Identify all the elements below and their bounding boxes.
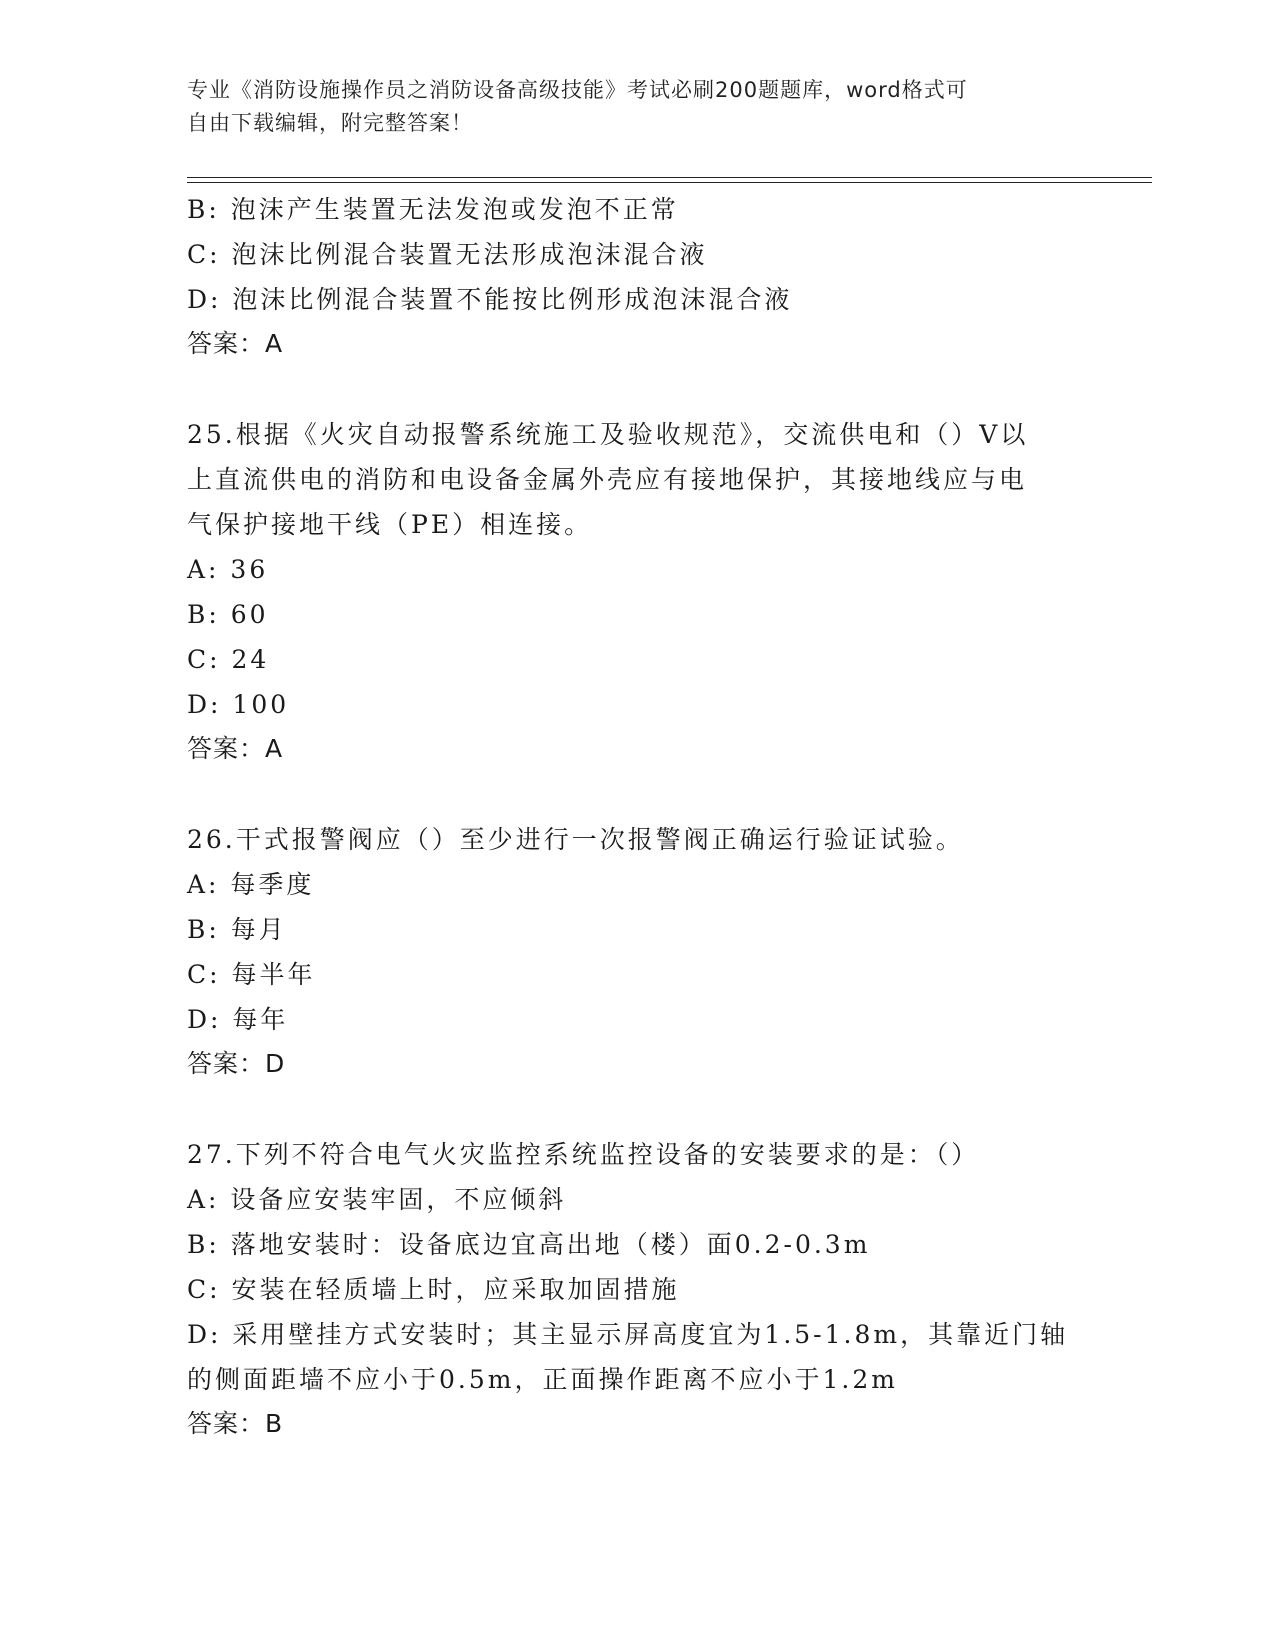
option-d-line-1: D: 采用壁挂方式安装时；其主显示屏高度宜为1.5-1.8m，其靠近门轴 bbox=[187, 1320, 1069, 1349]
header-line-1: 专业《消防设施操作员之消防设备高级技能》考试必刷200题题库，word格式可 bbox=[187, 78, 968, 102]
option-b: B: 泡沫产生装置无法发泡或发泡不正常 bbox=[187, 195, 679, 224]
option-b: B: 每月 bbox=[187, 915, 287, 944]
header-divider-top bbox=[187, 177, 1152, 178]
option-a: A: 设备应安装牢固，不应倾斜 bbox=[187, 1185, 567, 1214]
option-d-line-2: 的侧面距墙不应小于0.5m，正面操作距离不应小于1.2m bbox=[187, 1365, 898, 1394]
option-d: D: 100 bbox=[187, 690, 290, 719]
answer-label: 答案：A bbox=[187, 734, 284, 763]
option-a: A: 每季度 bbox=[187, 870, 315, 899]
option-b: B: 60 bbox=[187, 600, 269, 629]
header-divider-bottom bbox=[187, 182, 1152, 183]
answer-label: 答案：D bbox=[187, 1049, 286, 1078]
question-stem-line-3: 气保护接地干线（PE）相连接。 bbox=[187, 510, 593, 539]
option-c: C: 泡沫比例混合装置无法形成泡沫混合液 bbox=[187, 240, 708, 269]
question-stem-line-1: 26.干式报警阀应（）至少进行一次报警阀正确运行验证试验。 bbox=[187, 825, 964, 854]
document-header bbox=[187, 74, 1067, 140]
question-stem-line-1: 27.下列不符合电气火灾监控系统监控设备的安装要求的是：（） bbox=[187, 1140, 980, 1169]
question-stem-line-2: 上直流供电的消防和电设备金属外壳应有接地保护，其接地线应与电 bbox=[187, 465, 1028, 494]
answer-label: 答案：B bbox=[187, 1409, 284, 1438]
question-stem-line-1: 25.根据《火灾自动报警系统施工及验收规范》，交流供电和（）V以 bbox=[187, 420, 1029, 449]
option-c: C: 安装在轻质墙上时，应采取加固措施 bbox=[187, 1275, 680, 1304]
option-d: D: 泡沫比例混合装置不能按比例形成泡沫混合液 bbox=[187, 285, 793, 314]
option-c: C: 每半年 bbox=[187, 960, 316, 989]
option-c: C: 24 bbox=[187, 645, 270, 674]
option-b: B: 落地安装时：设备底边宜高出地（楼）面0.2-0.3m bbox=[187, 1230, 871, 1259]
option-a: A: 36 bbox=[187, 555, 269, 584]
option-d: D: 每年 bbox=[187, 1005, 289, 1034]
header-line-2: 自由下载编辑，附完整答案！ bbox=[187, 111, 473, 135]
answer-label: 答案：A bbox=[187, 329, 284, 358]
